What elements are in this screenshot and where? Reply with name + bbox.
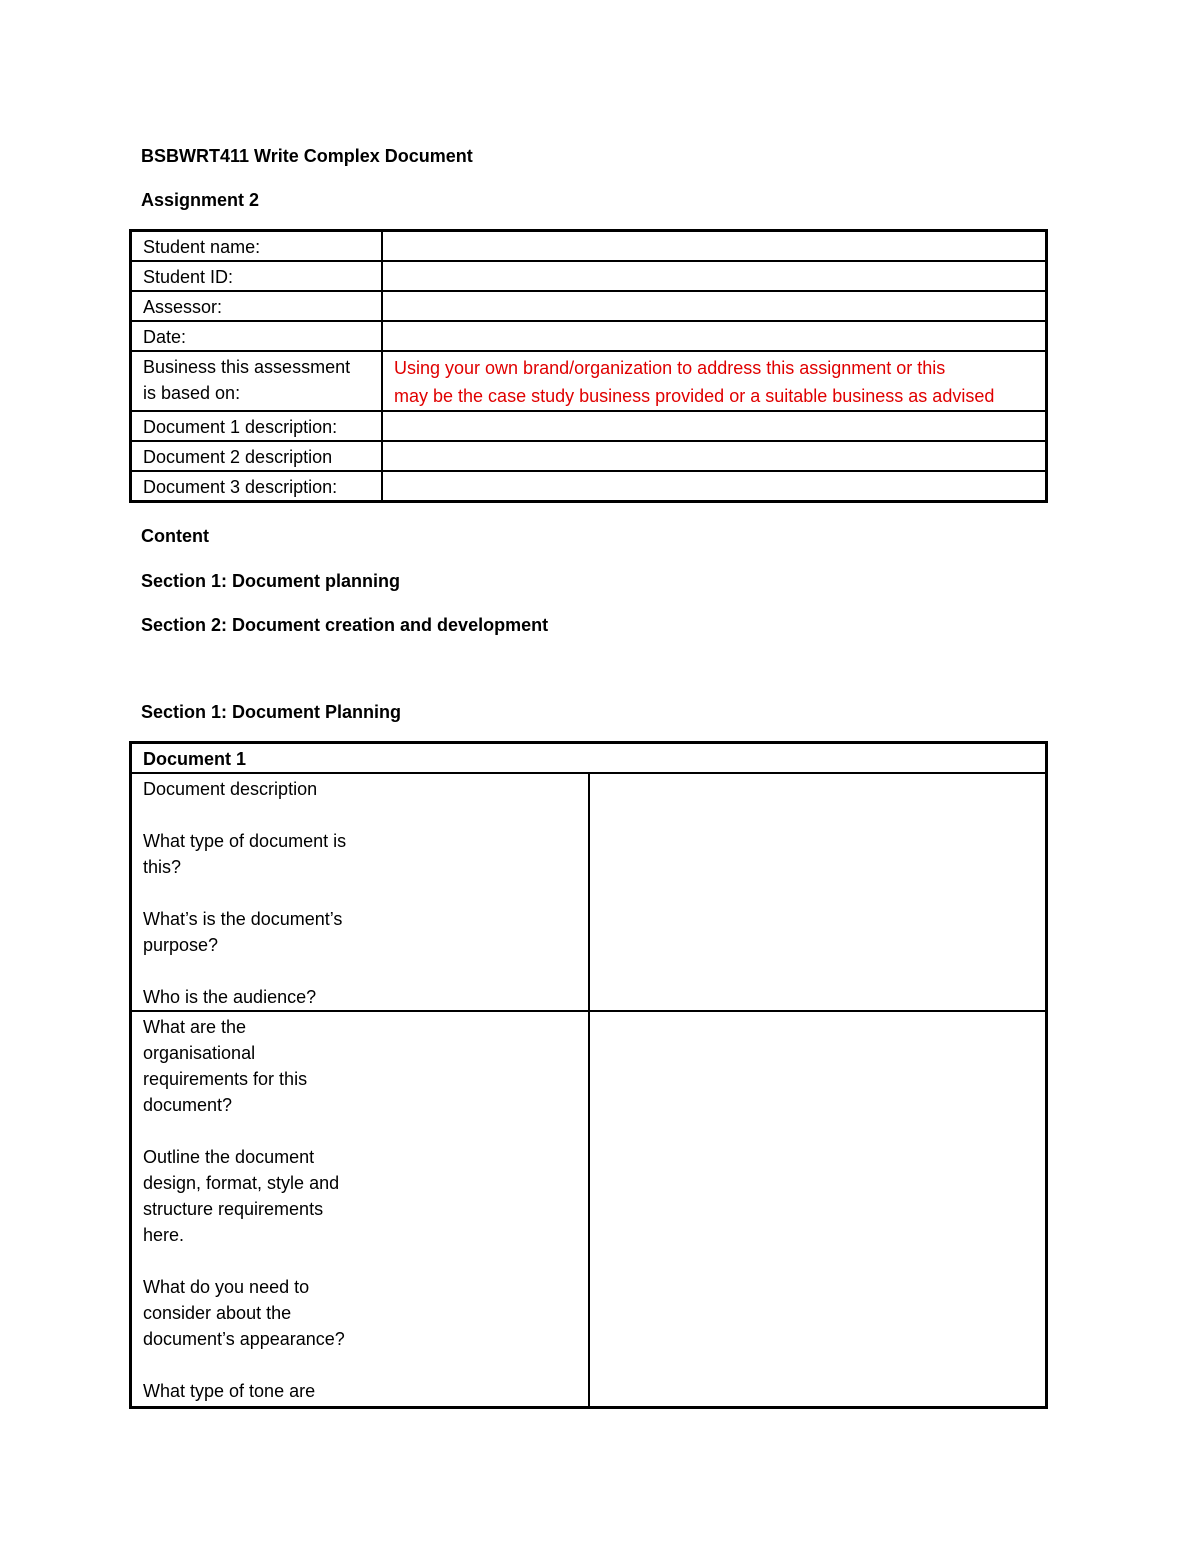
business-note-line: may be the case study business provided or a suitable business as advised <box>394 386 995 406</box>
business-field[interactable] <box>382 351 1047 411</box>
student-info-table <box>129 229 1048 503</box>
table-row <box>131 773 1047 1011</box>
organisational-requirements-answer[interactable] <box>589 1011 1047 1408</box>
section1-heading: Section 1: Document Planning <box>141 702 402 722</box>
prompt-line: consider about the <box>143 1303 292 1323</box>
contents-heading: Content <box>141 526 209 546</box>
document-description-answer[interactable] <box>589 773 1047 1011</box>
prompt-line: Outline the document <box>143 1147 315 1167</box>
prompt-line: here. <box>143 1225 185 1245</box>
business-label-line: Business this assessment <box>143 357 351 377</box>
table-row <box>131 411 1047 441</box>
table-row <box>131 441 1047 471</box>
table-row <box>131 231 1047 262</box>
document3-description-label: Document 3 description: <box>131 471 383 502</box>
organisational-requirements-prompts <box>131 1011 589 1408</box>
student-id-field[interactable] <box>382 261 1047 291</box>
student-name-label: Student name: <box>131 231 383 262</box>
document2-description-field[interactable] <box>382 441 1047 471</box>
document1-planning-table <box>129 741 1048 1409</box>
assessor-label: Assessor: <box>131 291 383 321</box>
table-row <box>131 471 1047 502</box>
prompt-line: design, format, style and <box>143 1173 340 1193</box>
table-row <box>131 1011 1047 1408</box>
prompt-line: purpose? <box>143 935 219 955</box>
prompt-line: What type of document is <box>143 831 347 851</box>
document2-description-label: Document 2 description <box>131 441 383 471</box>
prompt-line: Document description <box>143 779 318 799</box>
contents-section1: Section 1: Document planning <box>141 571 401 591</box>
table-row <box>131 261 1047 291</box>
prompt-line: document? <box>143 1095 233 1115</box>
student-id-label: Student ID: <box>131 261 383 291</box>
prompt-line: What type of tone are <box>143 1381 316 1401</box>
document-title: BSBWRT411 Write Complex Document <box>141 146 473 166</box>
prompt-line: this? <box>143 857 182 877</box>
prompt-line: What are the <box>143 1017 247 1037</box>
document1-description-field[interactable] <box>382 411 1047 441</box>
business-label <box>131 351 383 411</box>
business-label-line: is based on: <box>143 383 241 403</box>
document-description-prompts <box>131 773 589 1011</box>
prompt-line: Who is the audience? <box>143 987 317 1007</box>
table-row <box>131 351 1047 411</box>
table-row <box>131 321 1047 351</box>
contents-section2: Section 2: Document creation and development <box>141 615 549 635</box>
document1-title: Document 1 <box>131 743 1047 774</box>
prompt-line: requirements for this <box>143 1069 308 1089</box>
document1-description-label: Document 1 description: <box>131 411 383 441</box>
student-name-field[interactable] <box>382 231 1047 262</box>
assignment-label: Assignment 2 <box>141 190 260 210</box>
prompt-line: What do you need to <box>143 1277 310 1297</box>
table-row <box>131 743 1047 774</box>
business-note-line: Using your own brand/organization to address this assignment or this <box>394 358 946 378</box>
date-label: Date: <box>131 321 383 351</box>
assessor-field[interactable] <box>382 291 1047 321</box>
prompt-line: structure requirements <box>143 1199 324 1219</box>
prompt-line: organisational <box>143 1043 256 1063</box>
prompt-line: What’s is the document’s <box>143 909 343 929</box>
table-row <box>131 291 1047 321</box>
document3-description-field[interactable] <box>382 471 1047 502</box>
prompt-line: document’s appearance? <box>143 1329 345 1349</box>
date-field[interactable] <box>382 321 1047 351</box>
